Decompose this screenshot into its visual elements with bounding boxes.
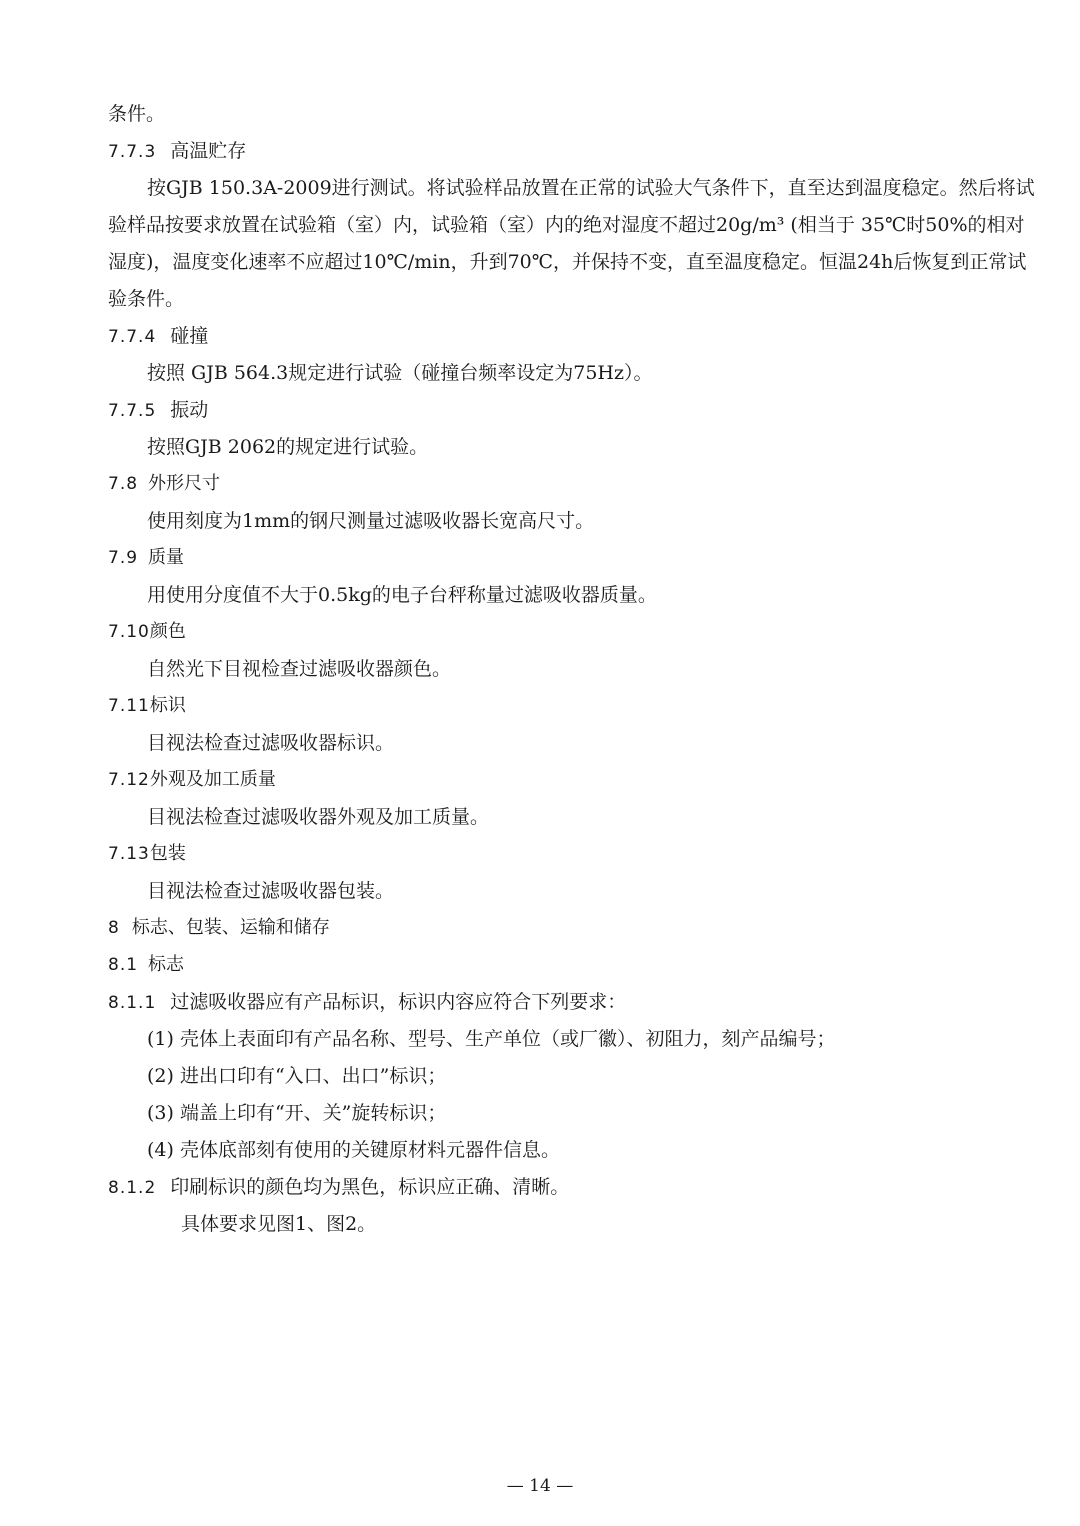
- clause-text: 印刷标识的颜色均为黑色，标识应正确、清晰。: [170, 1176, 570, 1198]
- chapter-heading-8: [108, 916, 330, 940]
- paragraph-line: 湿度)，温度变化速率不应超过10℃/min，升到70℃，并保持不变，直至温度稳定。恒温24h后恢复到正常试: [108, 251, 1027, 273]
- section-title: 振动: [170, 399, 209, 421]
- section-heading-7-7-4: [108, 324, 208, 349]
- paragraph-line: 按GJB 150.3A-2009进行测试。将试验样品放置在正常的试验大气条件下，直至达到温度稳定。然后将试: [147, 177, 1035, 199]
- section-heading-7-7-5: [108, 398, 208, 423]
- section-title: 标志: [148, 954, 185, 975]
- section-number: 8.1.2: [108, 1178, 157, 1198]
- section-title: 标识: [149, 695, 186, 716]
- section-heading-7-11: [108, 694, 186, 718]
- section-number: 7.11: [108, 696, 150, 716]
- paragraph-line: 自然光下目视检查过滤吸收器颜色。: [147, 658, 452, 680]
- list-item: (4) 壳体底部刻有使用的关键原材料元器件信息。: [147, 1139, 560, 1161]
- section-title: 碰撞: [170, 325, 209, 347]
- clause-8-1-2: [108, 1175, 569, 1200]
- paragraph-line: 按照 GJB 564.3规定进行试验（碰撞台频率设定为75Hz）。: [147, 362, 653, 384]
- section-number: 7.7.4: [108, 327, 157, 347]
- section-number: 7.12: [108, 770, 150, 790]
- list-item: (3) 端盖上印有“开、关”旋转标识；: [147, 1102, 447, 1124]
- section-number: 7.9: [108, 548, 139, 568]
- paragraph-line: 目视法检查过滤吸收器外观及加工质量。: [147, 806, 490, 828]
- paragraph-line: 具体要求见图1、图2。: [181, 1213, 377, 1235]
- clause-text: 过滤吸收器应有产品标识，标识内容应符合下列要求：: [170, 991, 627, 1013]
- section-heading-7-9: [108, 546, 184, 570]
- section-title: 外观及加工质量: [149, 769, 276, 790]
- paragraph-line: 验条件。: [108, 288, 185, 310]
- section-number: 8: [108, 918, 120, 938]
- list-item: (1) 壳体上表面印有产品名称、型号、生产单位（或厂徽）、初阻力，刻产品编号；: [147, 1028, 836, 1050]
- page-number: — 14 —: [506, 1476, 574, 1496]
- list-item: (2) 进出口印有“入口、出口”标识；: [147, 1065, 447, 1087]
- section-heading-7-10: [108, 620, 186, 644]
- section-number: 8.1.1: [108, 993, 157, 1013]
- section-number: 7.8: [108, 474, 139, 494]
- section-heading-7-13: [108, 842, 186, 866]
- section-number: 7.7.3: [108, 142, 157, 162]
- paragraph-line: 条件。: [108, 103, 166, 125]
- section-title: 标志、包装、运输和储存: [131, 917, 330, 938]
- section-heading-7-7-3: [108, 139, 246, 164]
- paragraph-line: 验样品按要求放置在试验箱（室）内，试验箱（室）内的绝对湿度不超过20g/m³ (相当于 35℃时50%的相对: [108, 214, 1025, 236]
- section-title: 包装: [149, 843, 186, 864]
- paragraph-line: 用使用分度值不大于0.5kg的电子台秤称量过滤吸收器质量。: [147, 584, 657, 606]
- paragraph-line: 按照GJB 2062的规定进行试验。: [147, 436, 429, 458]
- paragraph-line: 目视法检查过滤吸收器标识。: [147, 732, 395, 754]
- section-title: 高温贮存: [170, 140, 247, 162]
- section-title: 外形尺寸: [148, 473, 221, 494]
- paragraph-line: 目视法检查过滤吸收器包装。: [147, 880, 395, 902]
- section-heading-7-12: [108, 768, 276, 792]
- section-heading-8-1: [108, 953, 184, 977]
- section-title: 颜色: [149, 621, 186, 642]
- paragraph-line: 使用刻度为1mm的钢尺测量过滤吸收器长宽高尺寸。: [147, 510, 595, 532]
- section-number: 7.13: [108, 844, 150, 864]
- section-title: 质量: [148, 547, 185, 568]
- clause-8-1-1: [108, 990, 626, 1015]
- section-number: 7.10: [108, 622, 150, 642]
- section-heading-7-8: [108, 472, 220, 496]
- section-number: 8.1: [108, 955, 139, 975]
- section-number: 7.7.5: [108, 401, 157, 421]
